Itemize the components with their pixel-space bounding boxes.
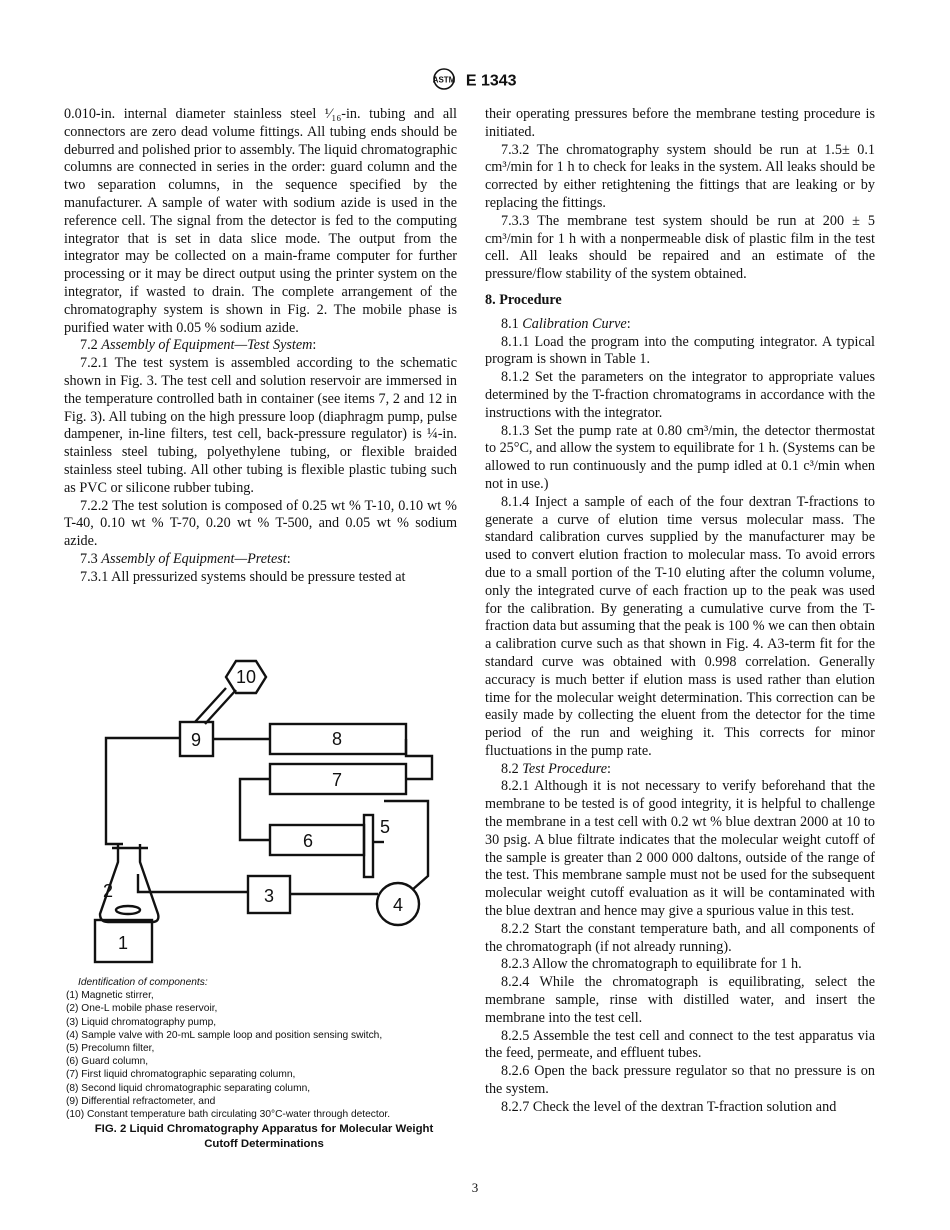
paragraph-8-2-7: 8.2.7 Check the level of the dextran T-fraction solution and <box>501 1098 837 1115</box>
legend-title: Identification of components: <box>78 977 208 988</box>
legend-item: (9) Differential refractometer, and <box>66 1095 216 1107</box>
figure-label-9: 9 <box>190 730 202 750</box>
left-column <box>64 106 457 587</box>
legend-item: (2) One-L mobile phase reservoir, <box>66 1003 218 1015</box>
paragraph-8-2-4: 8.2.4 While the chromatograph is equilibrating, select the membrane sample, rinse with distilled water, and insert the membrane into the test cell. <box>485 974 875 1026</box>
chromatography-apparatus-diagram <box>60 652 460 972</box>
component-5-precolumn-filter <box>364 815 373 877</box>
caption-line-2: Cutoff Determinations <box>204 1137 324 1150</box>
legend-item: (10) Constant temperature bath circulating 30°C-water through detector. <box>66 1109 391 1121</box>
figure-label-8: 8 <box>331 729 343 749</box>
page-header <box>0 68 950 95</box>
figure-legend <box>66 976 466 1121</box>
section-8-2-heading: 8.2 Test Procedure: <box>501 760 611 777</box>
legend-item: (5) Precolumn filter, <box>66 1043 155 1055</box>
figure-label-7: 7 <box>331 770 343 790</box>
standard-designation: E 1343 <box>465 72 517 90</box>
legend-item: (4) Sample valve with 20-mL sample loop and position sensing switch, <box>66 1029 383 1041</box>
paragraph-continuation: 0.010-in. internal diameter stainless steel ¹⁄₁₆-in. tubing and all connectors are zero dead volume fittings. All tubing ends should be deburred and polished prior to assembly. The liquid chromatographic columns are connected in series in the order: guard column and the two separation columns, in the sequence specified by the manufacturer. A sample of water with sodium azide is used in the reference cell. The signal from the detector is fed to the computing integrator that is set in data slice mode. The output from the integrator may be collected on a main-frame computer for further processing or it may be direct output using the printer system on the integrator, if wasted to drain. The complete arrangement of the chromatography system is shown in Fig. 2. The mobile phase is purified water with 0.05 % sodium azide. <box>64 106 457 336</box>
paragraph-8-2-1: 8.2.1 Although it is not necessary to verify beforehand that the membrane to be tested is of good integrity, it is helpful to challenge the membrane in a test cell with 0.2 wt % blue dextran 2000 at 10 to 30 psig. A blue filtrate indicates that the molecular weight cutoff of the sample is greater than 2 000 000 daltons, outside of the range of the test. This membrane sample must not be used for the subsequent molecular weight cutoff evaluation as it will be contaminated with the blue dextran and hence may give a spurious value in this test. <box>485 778 875 920</box>
astm-logo-icon <box>433 68 455 95</box>
paragraph-7-2-2: 7.2.2 The test solution is composed of 0.25 wt % T-10, 0.10 wt % T-40, 0.10 wt % T-70, 0.20 wt % T-500, and 0.05 wt % sodium azide. <box>64 497 457 550</box>
component-6-guard-column <box>270 825 364 855</box>
legend-item: (3) Liquid chromatography pump, <box>66 1016 217 1028</box>
figure-label-10: 10 <box>235 667 257 687</box>
section-8-1-heading: 8.1 Calibration Curve: <box>501 315 631 332</box>
paragraph-7-2-1: 7.2.1 The test system is assembled according to the schematic shown in Fig. 3. The test cell and solution reservoir are immersed in the temperature controlled bath in container (see items 7, 2 and 12 in Fig. 3). All tubing on the high pressure loop (diaphragm pump, pulse dampener, in-line filters, test cell, back-pressure regulator) is ¼-in. stainless steel tubing, polyethylene tubing, or flexible braided stainless steel tubing. All other tubing is flexible plastic tubing such as PVC or silicone rubber tubing. <box>64 355 457 496</box>
paragraph-8-1-2: 8.1.2 Set the parameters on the integrator to appropriate values determined by the T-fraction chromatograms in accordance with the instructions with the integrator. <box>485 369 875 421</box>
paragraph-7-3-1: 7.3.1 All pressurized systems should be pressure tested at <box>80 568 406 585</box>
legend-item: (6) Guard column, <box>66 1056 149 1068</box>
paragraph-7-3-3: 7.3.3 The membrane test system should be run at 200 ± 5 cm³/min for 1 h with a nonpermeable disk of plastic film in the test cell. All leaks should be repaired and an estimate of the pressure/flow stability of the system obtained. <box>485 212 875 283</box>
paragraph-7-3-2: 7.3.2 The chromatography system should be run at 1.5± 0.1 cm³/min for 1 h to check for leaks in the system. All leaks should be corrected by either retightening the fittings that are leaking or by replacing the fittings. <box>485 141 875 211</box>
figure-label-2: 2 <box>102 881 114 901</box>
paragraph-continuation: their operating pressures before the membrane testing procedure is initiated. <box>485 106 875 140</box>
right-column <box>485 106 875 1117</box>
legend-item: (1) Magnetic stirrer, <box>66 990 154 1002</box>
paragraph-8-1-4: 8.1.4 Inject a sample of each of the four dextran T-fractions to generate a curve of elution time versus molecular mass. The standard calibration curves supplied by the manufacturer may be used to convert elution fraction to molecular mass. To avoid errors due to a small portion of the T-10 eluting after the column volume, only the integrated curve of each fraction up to the peak was used for the calibration. By generating a cumulative curve from the T-fraction data but assuming that the peak is 100 % we can then obtain a calibration curve such as that shown in Fig. 4. A3-term fit for the standard curve was obtained with 0.998 correlation. Generally accuracy is much better if elution mass is used rather than elution time for the molecular weight determination. This correction can be easily made by collecting the eluent from the detector for the time period of the run and weighing it. This corrects for minor fluctuations in the pump rate. <box>485 493 875 759</box>
figure-label-6: 6 <box>302 831 314 851</box>
section-8-heading: 8. Procedure <box>485 291 562 308</box>
caption-line-1: FIG. 2 Liquid Chromatography Apparatus for Molecular Weight <box>94 1123 434 1135</box>
figure-label-4: 4 <box>392 895 404 915</box>
section-7-2-heading: 7.2 Assembly of Equipment—Test System: <box>80 337 317 354</box>
legend-item: (8) Second liquid chromatographic separating column, <box>66 1082 311 1094</box>
figure-2-diagram <box>60 652 460 977</box>
paragraph-8-1-1: 8.1.1 Load the program into the computing integrator. A typical program is shown in Table 1. <box>485 333 875 368</box>
figure-label-3: 3 <box>263 886 275 906</box>
paragraph-8-2-3: 8.2.3 Allow the chromatograph to equilibrate for 1 h. <box>501 956 802 973</box>
legend-item: (7) First liquid chromatographic separating column, <box>66 1069 296 1081</box>
svg-text:ASTM: ASTM <box>433 75 456 85</box>
page-number: 3 <box>471 1180 479 1195</box>
section-7-3-heading: 7.3 Assembly of Equipment—Pretest: <box>80 550 291 567</box>
figure-label-1: 1 <box>117 933 129 953</box>
paragraph-8-2-5: 8.2.5 Assemble the test cell and connect to the test apparatus via the feed, permeate, and effluent tubes. <box>485 1027 875 1062</box>
paragraph-8-1-3: 8.1.3 Set the pump rate at 0.80 cm³/min, the detector thermostat to 25°C, and allow the system to equilibrate for 1 h. (Systems can be allowed to run continuously and the pump idled at 0.1 c³/min when not in use.) <box>485 422 875 492</box>
paragraph-8-2-2: 8.2.2 Start the constant temperature bath, and all components of the chromatograph (if not already running). <box>485 920 875 955</box>
figure-caption <box>64 1122 464 1151</box>
figure-label-5: 5 <box>379 817 391 837</box>
paragraph-8-2-6: 8.2.6 Open the back pressure regulator so that no pressure is on the system. <box>485 1063 875 1098</box>
